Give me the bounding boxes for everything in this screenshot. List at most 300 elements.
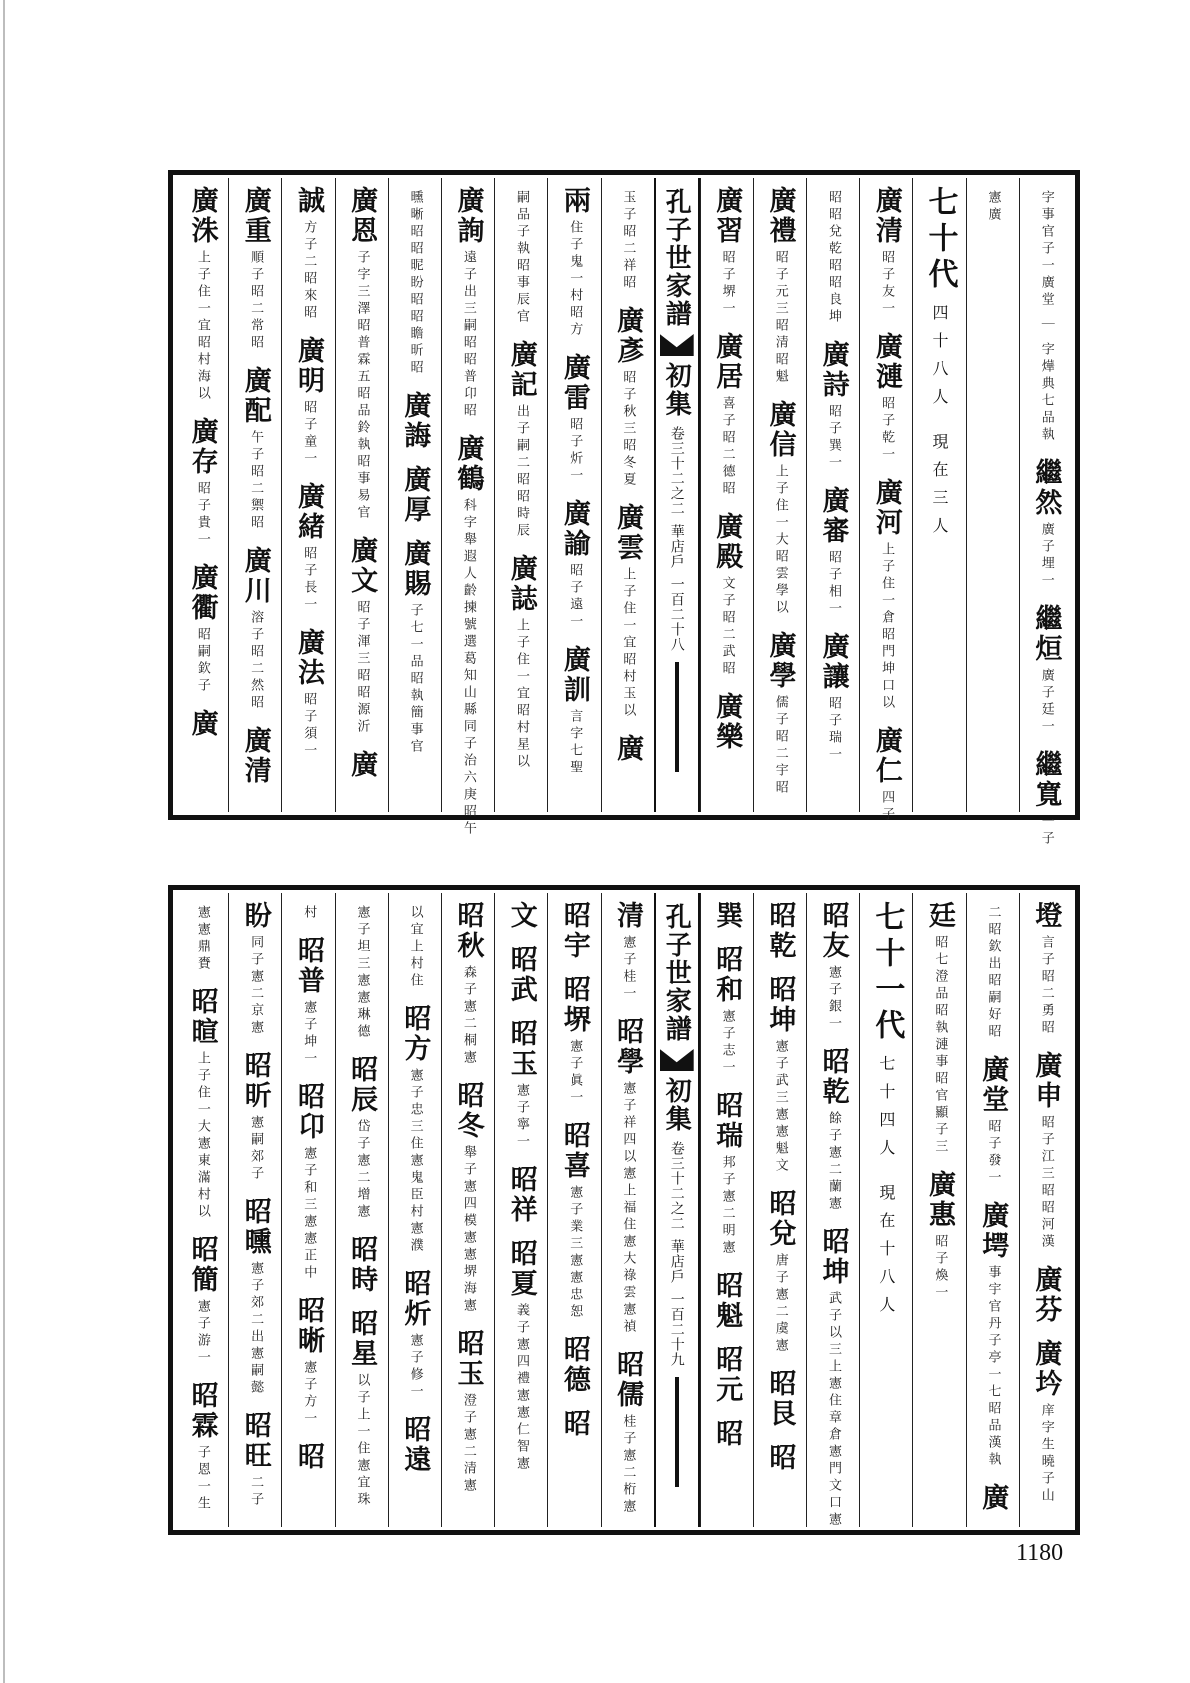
person-entry — [711, 186, 743, 318]
person-note: 憲子游一 — [194, 1299, 210, 1367]
person-note: 憲廣 — [985, 190, 1001, 224]
person-note: 昭子乾一 — [879, 396, 895, 464]
person-name: 昭星 — [346, 1309, 378, 1369]
person-name: 廣仁 — [870, 726, 902, 786]
genealogy-column — [176, 893, 228, 1527]
genealogy-column — [281, 893, 334, 1527]
person-entry — [505, 554, 537, 771]
genealogy-column — [700, 893, 753, 1527]
person-name: 廣緒 — [292, 482, 324, 542]
person-name: 廣重 — [239, 186, 271, 246]
person-entry — [764, 400, 796, 617]
person-note: 武子以三上憲住章倉憲門文口憲 — [825, 1291, 841, 1529]
person-name: 廣誨 — [399, 391, 431, 451]
person-note: 憲子修一 — [407, 1333, 423, 1401]
person-name: 廣法 — [292, 628, 324, 688]
person-entry — [292, 336, 324, 468]
person-note: 昭子相一 — [825, 550, 841, 618]
person-name: 廣配 — [239, 366, 271, 426]
person-name: 昭坤 — [764, 975, 796, 1035]
person-note: 桂子憲二桁憲 — [620, 1414, 636, 1516]
person-name: 昭坤 — [817, 1227, 849, 1287]
person-entry — [1030, 458, 1062, 591]
person-name: 昭 — [558, 1409, 590, 1439]
person-entry — [870, 726, 902, 824]
person-note: 住子鬼一村昭方 — [567, 220, 583, 339]
person-note: 廣子廷一 — [1038, 668, 1054, 737]
genealogy-column — [966, 893, 1019, 1527]
genealogy-column — [228, 178, 281, 812]
person-note: 喜子昭二德昭 — [719, 396, 735, 498]
genealogy-column — [441, 178, 494, 838]
person-entry — [817, 486, 849, 618]
person-name: 廣彥 — [612, 306, 644, 366]
person-entry — [292, 1082, 324, 1282]
person-entry — [407, 901, 423, 990]
person-entry — [711, 332, 743, 498]
person-entry — [239, 1411, 271, 1509]
person-entry — [985, 186, 1001, 224]
person-note: 方子二昭來昭 — [301, 220, 317, 322]
person-entry — [1030, 1051, 1062, 1251]
person-entry — [977, 1201, 1009, 1469]
person-name: 廣記 — [505, 340, 537, 400]
person-name: 清 — [612, 901, 644, 931]
person-entry — [186, 417, 218, 549]
person-note: 邦子憲二明憲 — [719, 1155, 735, 1257]
person-note: 憲子坤一 — [301, 1000, 317, 1068]
person-name: 昭時 — [346, 1235, 378, 1295]
person-name: 盼 — [239, 901, 271, 931]
person-note: 上子住一倉昭門坤口以 — [879, 542, 895, 712]
person-name: 昭堺 — [558, 975, 590, 1035]
person-note: 憲子寧一 — [514, 1083, 530, 1151]
person-entry — [558, 645, 590, 777]
person-note: 憲子郊二出憲嗣懿 — [248, 1261, 264, 1397]
person-entry — [924, 901, 956, 1156]
person-name: 廣訓 — [558, 645, 590, 705]
person-note: 上子住一大憲東滿村以 — [194, 1051, 210, 1221]
person-name: 文 — [505, 901, 537, 931]
person-entry — [711, 512, 743, 678]
person-name: 昭普 — [292, 936, 324, 996]
person-name: 昭德 — [558, 1335, 590, 1395]
person-entry — [1030, 1339, 1062, 1505]
person-note: 上子住一宜昭村星以 — [514, 618, 530, 771]
person-entry — [292, 186, 324, 322]
person-name: 廣河 — [870, 478, 902, 538]
person-entry — [354, 901, 370, 1041]
person-entry — [346, 1235, 378, 1295]
person-note: 上子住一宜昭村海以 — [194, 250, 210, 403]
person-note: 憲子方一 — [301, 1360, 317, 1428]
person-entry — [711, 1419, 743, 1449]
person-entry — [711, 945, 743, 1077]
person-note: 昭嗣欽子 — [194, 627, 210, 695]
genealogy-column — [601, 178, 654, 812]
genealogy-column — [753, 178, 806, 812]
person-note: 憲子坦三憲憲琳德 — [354, 905, 370, 1041]
person-entry — [817, 1047, 849, 1213]
person-name: 昭霖 — [186, 1381, 218, 1441]
genealogy-column — [1019, 893, 1072, 1527]
genealogy-column — [547, 893, 600, 1527]
person-note: 昭七澄品昭執漣事昭官顯子三 — [932, 935, 948, 1156]
person-name: 昭夏 — [505, 1239, 537, 1299]
edition-label: 初集 — [661, 1077, 692, 1133]
person-name: 廣習 — [711, 186, 743, 246]
person-entry — [1030, 604, 1062, 737]
person-name: 昭元 — [711, 1345, 743, 1405]
person-entry — [346, 186, 378, 522]
person-note: 唐子憲二虞憲 — [772, 1253, 788, 1355]
person-note: 澄子憲二清憲 — [460, 1393, 476, 1495]
person-entry — [558, 186, 590, 339]
person-entry — [817, 1227, 849, 1529]
person-note: 憲子業三憲憲忠恕 — [567, 1185, 583, 1321]
person-name: 廣 — [612, 734, 644, 764]
person-entry — [558, 975, 590, 1107]
person-entry — [924, 1170, 956, 1302]
person-name: 廣洙 — [186, 186, 218, 246]
person-name: 昭昕 — [239, 1051, 271, 1111]
person-entry — [186, 709, 218, 739]
person-name: 廣詩 — [817, 340, 849, 400]
person-note: 昭子遠一 — [567, 563, 583, 631]
genealogy-column — [281, 178, 334, 812]
person-entry — [186, 1381, 218, 1513]
person-note: 子字三澤昭普霖五昭品鈴執昭事易官 — [354, 250, 370, 522]
person-entry — [194, 901, 210, 973]
person-entry — [452, 434, 484, 838]
top-columns — [176, 178, 1072, 849]
person-entry — [870, 186, 902, 318]
person-name: 昭 — [292, 1442, 324, 1472]
person-name: 廣恩 — [346, 186, 378, 246]
person-note: 昭子元三昭清昭魁 — [772, 250, 788, 386]
person-name: 昭魁 — [711, 1271, 743, 1331]
person-name: 昭遠 — [399, 1415, 431, 1475]
page-edge-rule — [3, 0, 5, 1683]
person-note: 憲子祥四以憲上福住憲大祿雲憲禎 — [620, 1081, 636, 1336]
person-name: 昭學 — [612, 1017, 644, 1077]
person-entry — [711, 1091, 743, 1257]
person-entry — [292, 936, 324, 1068]
person-name: 廣審 — [817, 486, 849, 546]
person-name: 昭武 — [505, 945, 537, 1005]
person-name: 廣 — [186, 709, 218, 739]
person-name: 昭兌 — [764, 1189, 796, 1249]
person-entry — [711, 1271, 743, 1331]
person-name: 昭暄 — [186, 987, 218, 1047]
person-note: 岱子憲二增憲 — [354, 1119, 370, 1221]
person-entry — [505, 1239, 537, 1473]
person-entry — [505, 945, 537, 1005]
person-entry — [764, 1443, 796, 1473]
person-note: 憲子武三憲憲魁文 — [772, 1039, 788, 1175]
genealogy-column — [494, 893, 547, 1527]
person-note: 子恩一生 — [194, 1445, 210, 1513]
person-note: 言子昭二勇昭 — [1038, 935, 1054, 1037]
person-entry — [292, 482, 324, 614]
generation-heading: 七十一代 — [869, 901, 905, 1045]
person-entry — [346, 750, 378, 780]
person-note: 科字舉遐人齡揀號選葛知山縣同子治六庚昭午 — [460, 498, 476, 838]
person-entry — [452, 1081, 484, 1315]
person-name: 墱 — [1030, 901, 1062, 931]
person-entry — [817, 632, 849, 764]
house-label: 華店戶 — [668, 1239, 685, 1284]
person-name: 廣雲 — [612, 503, 644, 563]
person-name: 昭 — [764, 1443, 796, 1473]
person-note: 餘子憲二蘭憲 — [825, 1111, 841, 1213]
person-name: 廷 — [924, 901, 956, 931]
person-name: 昭和 — [711, 945, 743, 1005]
person-note: 子七一品昭執簡事官 — [407, 603, 423, 756]
person-entry — [612, 503, 644, 720]
person-note: 二子 — [248, 1475, 264, 1509]
genealogy-column — [494, 178, 547, 812]
person-entry — [870, 478, 902, 712]
person-entry — [452, 186, 484, 420]
generation-count: 四十八人 現在三人 — [930, 304, 950, 546]
top-page-frame — [168, 170, 1080, 849]
person-name: 廣禮 — [764, 186, 796, 246]
person-entry — [1030, 1265, 1062, 1325]
person-name: 廣川 — [239, 546, 271, 606]
person-name: 誠 — [292, 186, 324, 216]
person-name: 繼烜 — [1030, 604, 1062, 665]
genealogy-column — [859, 893, 912, 1527]
generation-count: 七十四人 現在十八人 — [876, 1055, 896, 1325]
genealogy-column — [700, 178, 753, 812]
person-entry — [407, 186, 423, 377]
person-entry — [239, 366, 271, 532]
genealogy-column — [1019, 178, 1072, 849]
person-entry — [977, 1483, 1009, 1513]
person-name: 昭方 — [399, 1004, 431, 1064]
person-entry — [292, 1442, 324, 1472]
person-entry — [239, 1051, 271, 1183]
person-name: 昭喜 — [558, 1121, 590, 1181]
person-note: 憲子銀一 — [825, 965, 841, 1033]
person-name: 繼然 — [1030, 458, 1062, 519]
person-name: 昭玉 — [505, 1019, 537, 1079]
person-name: 廣 — [346, 750, 378, 780]
genealogy-column — [806, 178, 859, 812]
person-name: 廣鶴 — [452, 434, 484, 494]
person-entry — [399, 465, 431, 525]
person-entry — [764, 631, 796, 797]
person-entry — [346, 1055, 378, 1221]
person-name: 廣芬 — [1030, 1265, 1062, 1325]
person-note: 舉子憲四模憲憲堺海憲 — [460, 1145, 476, 1315]
person-note: 嗣品子執昭事辰官 — [514, 190, 530, 326]
person-name: 廣信 — [764, 400, 796, 460]
genealogy-column — [912, 893, 965, 1527]
person-note: 昭子童一 — [301, 400, 317, 468]
person-name: 昭艮 — [764, 1369, 796, 1429]
person-note: 昭子瑞一 — [825, 696, 841, 764]
person-note: 憲子志一 — [719, 1009, 735, 1077]
person-entry — [186, 987, 218, 1221]
person-name: 繼寬 — [1030, 750, 1062, 811]
genealogy-column — [806, 893, 859, 1527]
person-entry — [186, 186, 218, 403]
person-note: 昭子秋三昭冬夏 — [620, 370, 636, 489]
person-entry — [399, 1269, 431, 1401]
book-spine — [654, 178, 700, 812]
person-name: 廣讓 — [817, 632, 849, 692]
page-number: 1180 — [1016, 1540, 1064, 1566]
person-entry — [292, 1296, 324, 1428]
person-note: 憲子和三憲憲正中 — [301, 1146, 317, 1282]
person-entry — [620, 186, 636, 292]
genealogy-column — [335, 893, 388, 1527]
person-entry — [186, 563, 218, 695]
person-entry — [186, 1235, 218, 1367]
person-note: 儒子昭二宇昭 — [772, 695, 788, 797]
genealogy-column — [859, 178, 912, 824]
person-note: 以子上一住憲宜珠 — [354, 1373, 370, 1509]
person-entry — [977, 1055, 1009, 1187]
person-note: 言字七聖 — [567, 709, 583, 777]
person-note: 昭子堺一 — [719, 250, 735, 318]
person-note: 曛晰昭昭昵盼昭昭瞻昕昭 — [407, 190, 423, 377]
person-note: 午子昭二禦昭 — [248, 430, 264, 532]
person-name: 廣明 — [292, 336, 324, 396]
person-name: 廣居 — [711, 332, 743, 392]
person-note: 二昭欽出昭嗣好昭 — [985, 905, 1001, 1041]
person-note: 昭子煥一 — [932, 1234, 948, 1302]
person-note: 一子 — [1038, 814, 1054, 849]
person-entry — [1038, 186, 1054, 444]
person-name: 昭乾 — [764, 901, 796, 961]
person-note: 昭子江三昭昭河漢 — [1038, 1115, 1054, 1251]
genealogy-column — [601, 893, 654, 1527]
person-entry — [505, 901, 537, 931]
person-name: 昭旺 — [239, 1411, 271, 1471]
person-name: 巽 — [711, 901, 743, 931]
person-name: 廣 — [977, 1483, 1009, 1513]
person-note: 文子昭二武昭 — [719, 576, 735, 678]
house-label: 華店戶 — [668, 524, 685, 569]
person-name: 昭瑞 — [711, 1091, 743, 1151]
person-entry — [825, 186, 841, 326]
genealogy-column — [547, 178, 600, 812]
person-entry — [612, 901, 644, 1003]
person-name: 昭宇 — [558, 901, 590, 961]
person-name: 廣諭 — [558, 499, 590, 559]
person-name: 昭辰 — [346, 1055, 378, 1115]
person-name: 廣清 — [239, 726, 271, 786]
person-entry — [1030, 901, 1062, 1037]
person-name: 昭炘 — [399, 1269, 431, 1329]
person-name: 昭晰 — [292, 1296, 324, 1356]
person-note: 昭子友一 — [879, 250, 895, 318]
genealogy-column — [912, 178, 965, 812]
person-name: 昭簡 — [186, 1235, 218, 1295]
person-entry — [452, 901, 484, 1067]
edition-label: 初集 — [661, 362, 692, 418]
person-note: 昭子須一 — [301, 692, 317, 760]
person-entry — [558, 1409, 590, 1439]
person-entry — [301, 901, 317, 922]
volume-label: 卷三十二之二 — [668, 1141, 685, 1231]
person-entry — [399, 391, 431, 451]
person-note: 以宜上村住 — [407, 905, 423, 990]
fishtail-mark-icon — [660, 334, 694, 356]
person-name: 昭友 — [817, 901, 849, 961]
person-name: 昭玉 — [452, 1329, 484, 1389]
person-entry — [764, 186, 796, 386]
person-name: 廣文 — [346, 536, 378, 596]
person-entry — [399, 1004, 431, 1255]
person-name: 廣樂 — [711, 692, 743, 752]
person-name: 廣厚 — [399, 465, 431, 525]
person-entry — [505, 1019, 537, 1151]
person-name: 昭 — [711, 1419, 743, 1449]
person-name: 昭秋 — [452, 901, 484, 961]
person-note: 四子 — [879, 790, 895, 824]
person-note: 玉子昭二祥昭 — [620, 190, 636, 292]
person-note: 昭昭兌乾昭昭良坤 — [825, 190, 841, 326]
person-note: 上子住一大昭雲學以 — [772, 464, 788, 617]
person-note: 字事官子一廣堂 ｜ 字燁典七品執 — [1038, 190, 1054, 445]
person-name: 廣詢 — [452, 186, 484, 246]
person-entry — [764, 1189, 796, 1355]
folio-label: 一百二十八 — [668, 577, 685, 652]
person-note: 憲子忠三住憲鬼臣村憲濮 — [407, 1068, 423, 1255]
person-name: 廣雷 — [558, 353, 590, 413]
person-entry — [292, 628, 324, 760]
person-name: 廣衢 — [186, 563, 218, 623]
person-note: 昭子炘一 — [567, 417, 583, 485]
bottom-columns — [176, 893, 1072, 1527]
person-entry — [239, 546, 271, 712]
person-note: 森子憲二桐憲 — [460, 965, 476, 1067]
person-entry — [239, 1197, 271, 1397]
person-entry — [985, 901, 1001, 1041]
person-note: 昭子長一 — [301, 546, 317, 614]
person-note: 憲憲鼎賚 — [194, 905, 210, 973]
generation-heading: 七十代 — [922, 186, 958, 294]
person-note: 上子住一宜昭村玉以 — [620, 567, 636, 720]
person-note: 憲子桂一 — [620, 935, 636, 1003]
person-entry — [870, 332, 902, 464]
person-name: 廣堂 — [977, 1055, 1009, 1115]
book-title: 孔子世家譜 — [661, 903, 692, 1043]
fishtail-mark-icon — [660, 1049, 694, 1071]
person-name: 廣清 — [870, 186, 902, 246]
genealogy-column — [966, 178, 1019, 812]
person-entry — [711, 692, 743, 752]
person-note: 順子昭二常昭 — [248, 250, 264, 352]
person-note: 昭子貴一 — [194, 481, 210, 549]
genealogy-column — [388, 893, 441, 1527]
person-name: 廣漣 — [870, 332, 902, 392]
person-entry — [505, 1165, 537, 1225]
person-note: 昭子渾三昭昭源沂 — [354, 600, 370, 736]
person-entry — [711, 1345, 743, 1405]
person-name: 廣誌 — [505, 554, 537, 614]
person-entry — [558, 1335, 590, 1395]
person-entry — [612, 1350, 644, 1516]
person-entry — [612, 1017, 644, 1336]
person-note: 事宇官丹子亭一七昭品漢執 — [985, 1265, 1001, 1469]
person-entry — [558, 901, 590, 961]
genealogy-column — [441, 893, 494, 1527]
